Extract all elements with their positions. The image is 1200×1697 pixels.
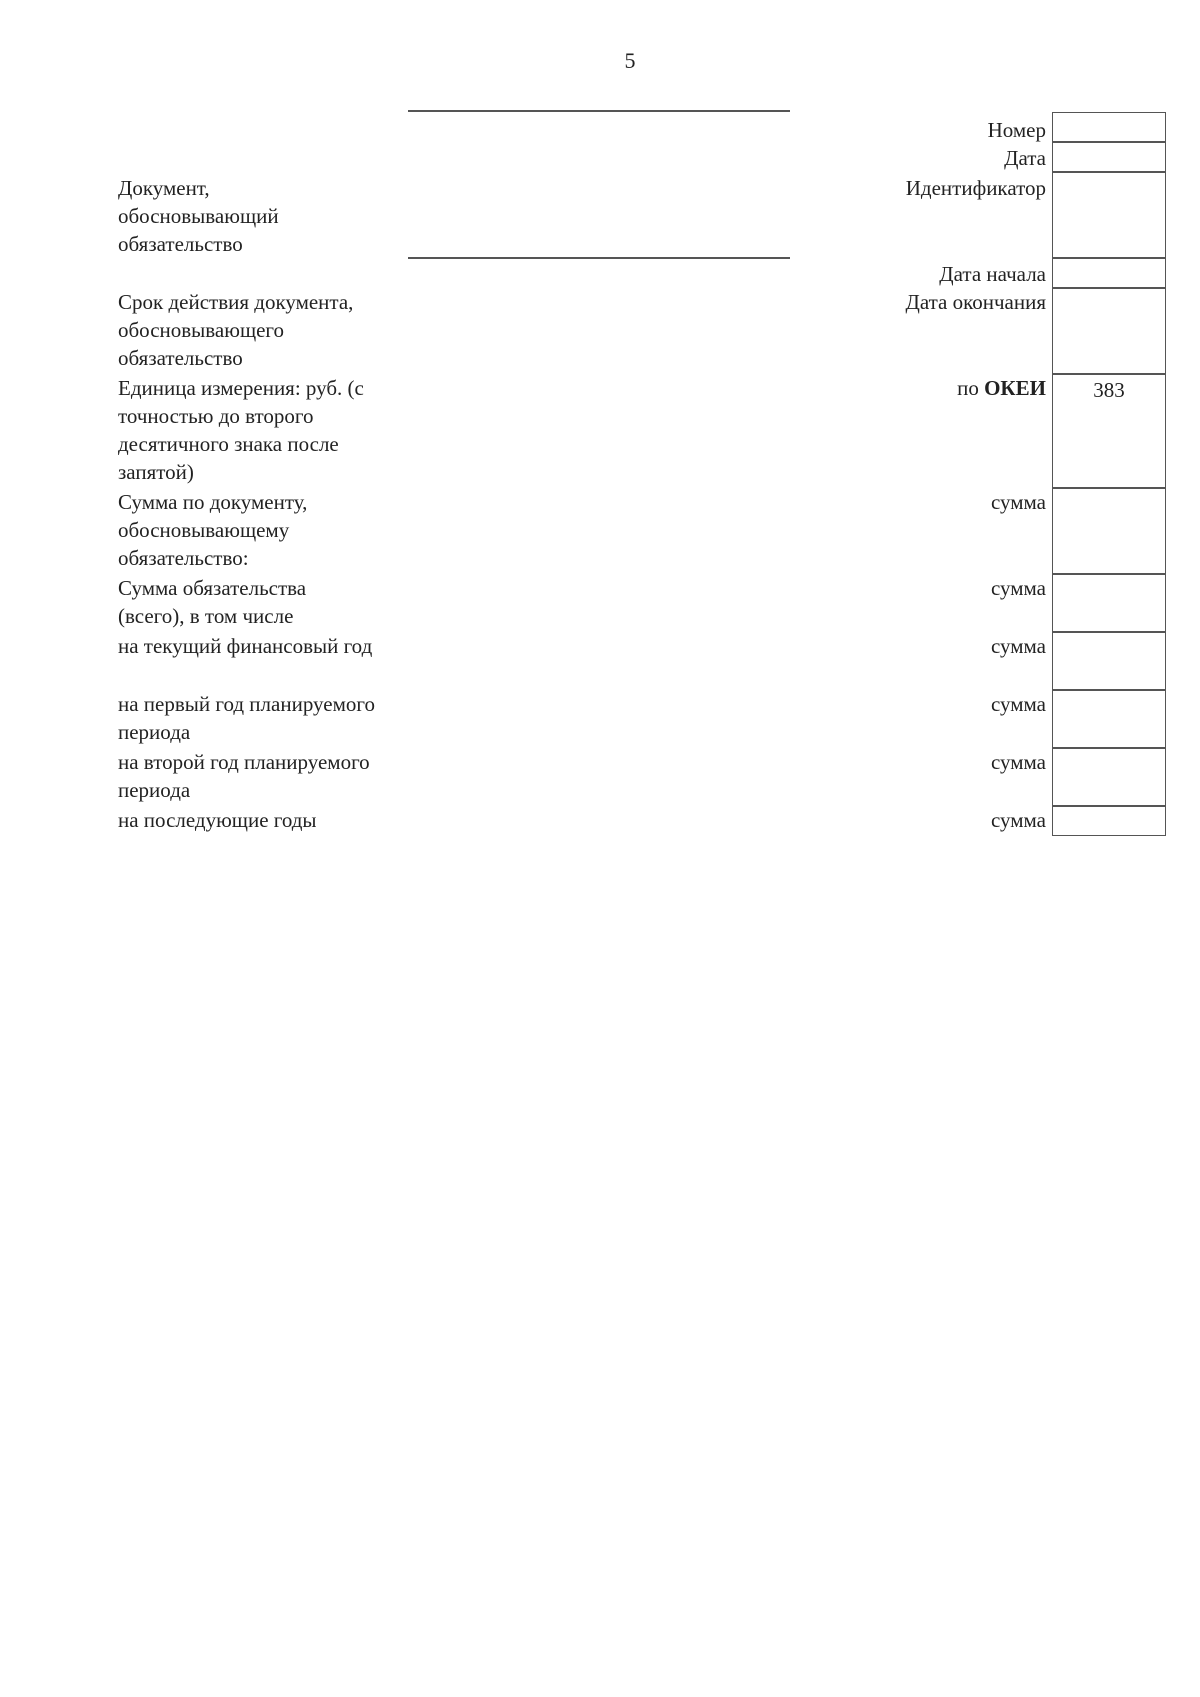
- sum-doc-amount-label: сумма: [990, 490, 1046, 514]
- sum-doc-label: Сумма по документу, обосновывающему обязательство:: [118, 490, 308, 570]
- number-field[interactable]: [1052, 112, 1166, 142]
- identifier-label: Идентификатор: [905, 176, 1046, 200]
- okei-code-value: 383: [1093, 378, 1125, 402]
- doc-basis-label: Документ, обосновывающий обязательство: [118, 176, 279, 256]
- sum-current-year-amount-label: сумма: [990, 634, 1046, 658]
- sum-next-years-label: на последующие годы: [118, 808, 317, 832]
- sum-doc-field[interactable]: [1052, 488, 1166, 574]
- sum-current-year-field[interactable]: [1052, 632, 1166, 690]
- sum-first-year-amount-label: сумма: [990, 692, 1046, 716]
- date-field[interactable]: [1052, 142, 1166, 172]
- start-date-field[interactable]: [1052, 258, 1166, 288]
- sum-next-years-amount-label: сумма: [990, 808, 1046, 832]
- validity-label: Срок действия документа, обосновывающего обязательство: [118, 290, 354, 370]
- doc-name-line-bottom: [408, 257, 790, 259]
- sum-second-year-label: на второй год планируемого периода: [118, 750, 370, 802]
- okei-code-label: ОКЕИ: [984, 376, 1046, 400]
- sum-second-year-field[interactable]: [1052, 748, 1166, 806]
- page-number: 5: [624, 48, 636, 73]
- start-date-label: Дата начала: [939, 262, 1046, 286]
- end-date-field[interactable]: [1052, 288, 1166, 374]
- sum-first-year-label: на первый год планируемого периода: [118, 692, 375, 744]
- number-label: Номер: [987, 118, 1046, 142]
- identifier-field[interactable]: [1052, 172, 1166, 258]
- end-date-label: Дата окончания: [905, 290, 1046, 314]
- okei-prefix: по: [957, 376, 979, 400]
- sum-total-field[interactable]: [1052, 574, 1166, 632]
- sum-total-amount-label: сумма: [990, 576, 1046, 600]
- sum-second-year-amount-label: сумма: [990, 750, 1046, 774]
- sum-current-year-label: на текущий финансовый год: [118, 634, 373, 658]
- date-label: Дата: [1004, 146, 1046, 170]
- sum-total-label: Сумма обязательства (всего), в том числе: [118, 576, 307, 628]
- doc-name-line-top: [408, 110, 790, 112]
- okei-label: [957, 374, 1046, 402]
- unit-label: Единица измерения: руб. (с точностью до второго десятичного знака после запятой): [118, 376, 364, 484]
- sum-first-year-field[interactable]: [1052, 690, 1166, 748]
- sum-next-years-field[interactable]: [1052, 806, 1166, 836]
